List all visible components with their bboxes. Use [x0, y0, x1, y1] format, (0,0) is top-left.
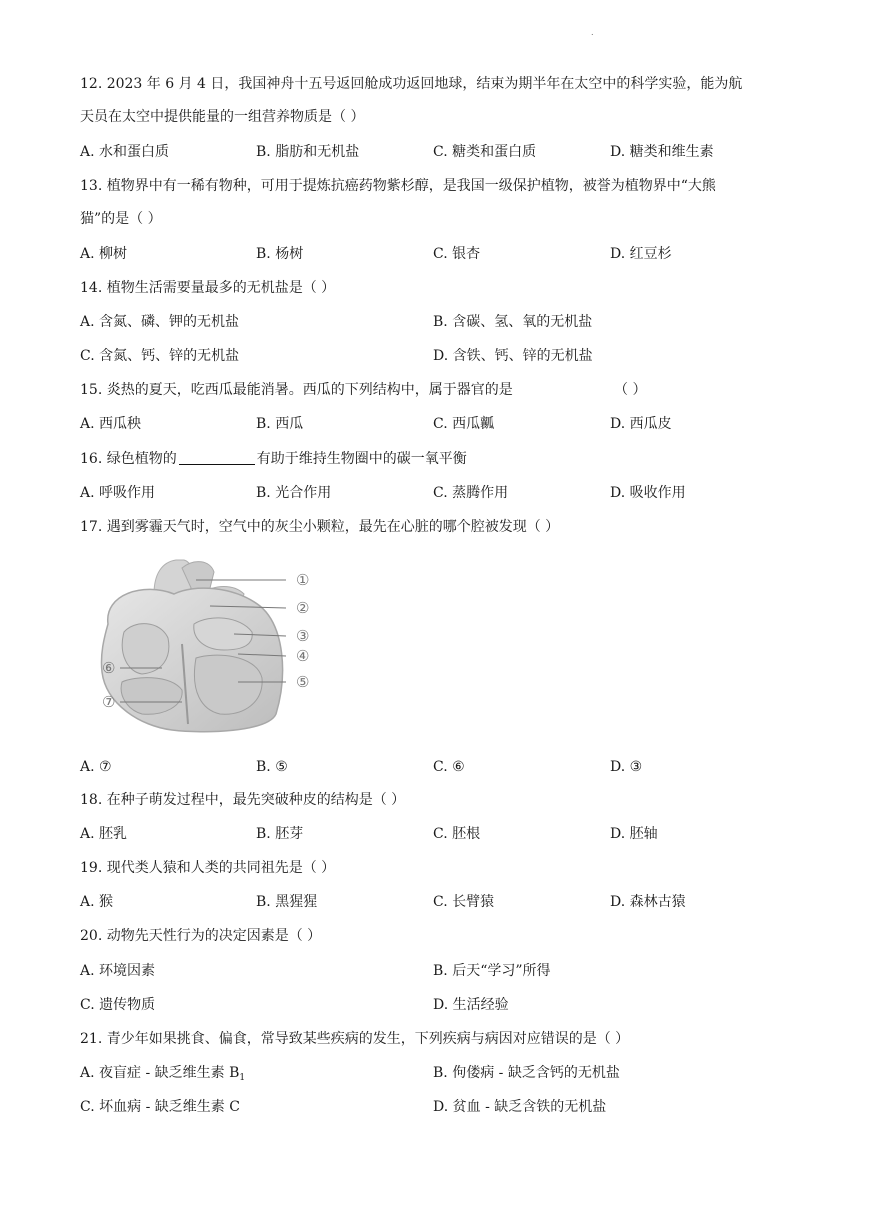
- header-mark: .: [591, 28, 594, 37]
- heart-label-3: ③: [296, 627, 310, 645]
- heart-label-4: ④: [296, 647, 310, 665]
- heart-label-2: ②: [296, 599, 310, 617]
- q15-option-c[interactable]: C. 西瓜瓤: [433, 416, 495, 432]
- q19-option-b[interactable]: B. 黑猩猩: [256, 894, 318, 910]
- question-21-stem: 21. 青少年如果挑食、偏食，常导致某些疾病的发生，下列疾病与病因对应错误的是（ ）: [80, 1031, 630, 1047]
- q19-option-c[interactable]: C. 长臂猿: [433, 894, 495, 910]
- q18-option-d[interactable]: D. 胚轴: [610, 826, 658, 842]
- heart-label-6: ⑥: [102, 659, 116, 677]
- q16-option-a[interactable]: A. 呼吸作用: [80, 485, 156, 501]
- q20-option-c[interactable]: C. 遗传物质: [80, 997, 156, 1013]
- question-14-stem: 14. 植物生活需要量最多的无机盐是（ ）: [80, 280, 336, 296]
- question-15-stem: 15. 炎热的夏天，吃西瓜最能消暑。西瓜的下列结构中，属于器官的是: [80, 382, 513, 398]
- q17-option-d[interactable]: D. ③: [610, 759, 643, 775]
- question-13-stem: 13. 植物界中有一稀有物种，可用于提炼抗癌药物紫杉醇，是我国一级保护植物，被誉为植物界中“大熊: [80, 178, 716, 194]
- heart-diagram: [84, 554, 324, 739]
- q19-option-a[interactable]: A. 猴: [80, 894, 114, 910]
- q15-option-d[interactable]: D. 西瓜皮: [610, 416, 672, 432]
- fill-in-blank[interactable]: [179, 450, 255, 465]
- question-16-stem-start: 16. 绿色植物的: [80, 451, 177, 467]
- question-13-stem-cont: 猫”的是（ ）: [80, 211, 162, 227]
- q20-option-d[interactable]: D. 生活经验: [433, 997, 509, 1013]
- q16-option-c[interactable]: C. 蒸腾作用: [433, 485, 509, 501]
- q12-option-b[interactable]: B. 脂肪和无机盐: [256, 144, 360, 160]
- heart-label-1: ①: [296, 571, 310, 589]
- q16-option-b[interactable]: B. 光合作用: [256, 485, 332, 501]
- q12-option-a[interactable]: A. 水和蛋白质: [80, 144, 170, 160]
- q15-option-a[interactable]: A. 西瓜秧: [80, 416, 142, 432]
- q20-option-b[interactable]: B. 后天“学习”所得: [433, 963, 551, 979]
- q15-option-b[interactable]: B. 西瓜: [256, 416, 304, 432]
- heart-label-5: ⑤: [296, 673, 310, 691]
- question-17-stem: 17. 遇到雾霾天气时，空气中的灰尘小颗粒，最先在心脏的哪个腔被发现（ ）: [80, 519, 560, 535]
- q18-option-a[interactable]: A. 胚乳: [80, 826, 128, 842]
- q19-option-d[interactable]: D. 森林古猿: [610, 894, 686, 910]
- question-12-stem: 12. 2023 年 6 月 4 日，我国神舟十五号返回舱成功返回地球，结束为期半年在太空中的科学实验，能为航: [80, 76, 743, 92]
- question-18-stem: 18. 在种子萌发过程中，最先突破种皮的结构是（ ）: [80, 792, 406, 808]
- question-12-stem-cont: 天员在太空中提供能量的一组营养物质是（ ）: [80, 109, 365, 125]
- q17-option-b[interactable]: B. ⑤: [256, 759, 288, 775]
- q14-option-c[interactable]: C. 含氮、钙、锌的无机盐: [80, 348, 240, 364]
- q18-option-b[interactable]: B. 胚芽: [256, 826, 304, 842]
- q21-option-a[interactable]: [80, 1063, 245, 1088]
- q14-option-a[interactable]: A. 含氮、磷、钾的无机盐: [80, 314, 240, 330]
- vitamin-subscript: 1: [239, 1073, 246, 1083]
- heart-label-7: ⑦: [102, 693, 116, 711]
- q12-option-d[interactable]: D. 糖类和维生素: [610, 144, 714, 160]
- q21-option-c[interactable]: C. 坏血病 - 缺乏维生素 C: [80, 1099, 240, 1115]
- q13-option-d[interactable]: D. 红豆杉: [610, 246, 672, 262]
- q13-option-b[interactable]: B. 杨树: [256, 246, 304, 262]
- q21-option-b[interactable]: B. 佝偻病 - 缺乏含钙的无机盐: [433, 1065, 620, 1081]
- q20-option-a[interactable]: A. 环境因素: [80, 963, 156, 979]
- q13-option-c[interactable]: C. 银杏: [433, 246, 481, 262]
- q16-option-d[interactable]: D. 吸收作用: [610, 485, 686, 501]
- q12-option-c[interactable]: C. 糖类和蛋白质: [433, 144, 537, 160]
- q17-option-c[interactable]: C. ⑥: [433, 759, 465, 775]
- question-19-stem: 19. 现代类人猿和人类的共同祖先是（ ）: [80, 860, 336, 876]
- question-15-answer-bracket: （ ）: [614, 382, 647, 398]
- q13-option-a[interactable]: A. 柳树: [80, 246, 128, 262]
- question-16-stem: [80, 449, 467, 469]
- q18-option-c[interactable]: C. 胚根: [433, 826, 481, 842]
- q21-option-d[interactable]: D. 贫血 - 缺乏含铁的无机盐: [433, 1099, 607, 1115]
- question-20-stem: 20. 动物先天性行为的决定因素是（ ）: [80, 928, 322, 944]
- question-16-stem-end: 有助于维持生物圈中的碳一氧平衡: [256, 451, 467, 467]
- q14-option-d[interactable]: D. 含铁、钙、锌的无机盐: [433, 348, 593, 364]
- q17-option-a[interactable]: A. ⑦: [80, 759, 112, 775]
- q21-option-a-text: A. 夜盲症 - 缺乏维生素 B: [80, 1065, 240, 1081]
- q14-option-b[interactable]: B. 含碳、氢、氧的无机盐: [433, 314, 593, 330]
